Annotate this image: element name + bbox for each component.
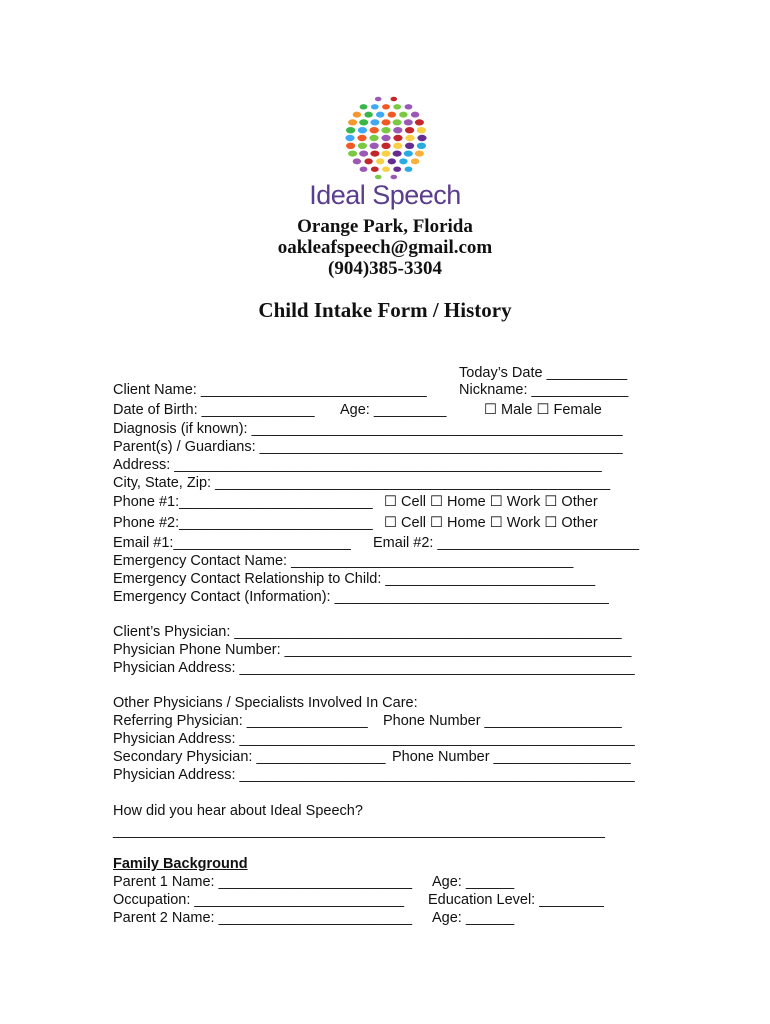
logo-bubble <box>415 119 424 125</box>
logo-bubble <box>370 151 379 157</box>
email2-field[interactable]: Email #2: _________________________ <box>373 535 640 551</box>
logo-bubble <box>364 158 372 164</box>
physician-phone-field[interactable]: Physician Phone Number: ___________________________________________ <box>113 642 632 658</box>
todays-date-field[interactable]: Today’s Date __________ <box>459 365 628 381</box>
physician-address-field[interactable]: Physician Address: _________________________________________________ <box>113 660 635 676</box>
logo-bubble <box>411 112 419 118</box>
logo-bubble <box>358 143 367 149</box>
parent2-age-field[interactable]: Age: ______ <box>432 910 515 926</box>
logo-bubble <box>381 143 390 149</box>
logo-bubble <box>364 112 372 118</box>
parent2-name-field[interactable]: Parent 2 Name: ________________________ <box>113 910 413 926</box>
logo-bubble <box>415 151 424 157</box>
logo-bubble <box>376 112 384 118</box>
logo-bubble <box>353 112 361 118</box>
education-level-field[interactable]: Education Level: ________ <box>428 892 604 908</box>
logo-bubble <box>370 143 379 149</box>
logo-bubble <box>359 151 368 157</box>
parent1-name-field[interactable]: Parent 1 Name: ________________________ <box>113 874 413 890</box>
logo-bubble <box>404 151 413 157</box>
brand-name: Ideal Speech <box>309 180 461 210</box>
parents-field[interactable]: Parent(s) / Guardians: _____________________________________________ <box>113 439 623 455</box>
logo-bubble <box>370 119 379 125</box>
address-field[interactable]: Address: _____________________________________________________ <box>113 457 602 473</box>
logo-bubble <box>393 127 402 133</box>
logo-bubble <box>391 175 398 180</box>
logo-bubble <box>371 167 379 172</box>
phone-text: (904)385-3304 <box>328 258 442 279</box>
secondary-physician-field[interactable]: Secondary Physician: ________________ <box>113 749 386 765</box>
location-text: Orange Park, Florida <box>297 216 473 237</box>
logo-bubble <box>405 127 414 133</box>
logo-bubble <box>417 135 426 141</box>
email-text: oakleafspeech@gmail.com <box>277 237 493 258</box>
age-field[interactable]: Age: _________ <box>340 402 447 418</box>
logo-bubble <box>382 104 390 109</box>
speech-bubbles-globe-icon <box>341 93 431 183</box>
other-physicians-label: Other Physicians / Specialists Involved In Care: <box>113 695 418 711</box>
family-background-heading: Family Background <box>113 856 248 872</box>
diagnosis-field[interactable]: Diagnosis (if known): ______________________________________________ <box>113 421 623 437</box>
phone1-field[interactable]: Phone #1:________________________ <box>113 494 373 510</box>
referring-physician-field[interactable]: Referring Physician: _______________ <box>113 713 368 729</box>
logo-bubble <box>405 135 414 141</box>
emergency-name-field[interactable]: Emergency Contact Name: ___________________________________ <box>113 553 574 569</box>
city-state-zip-field[interactable]: City, State, Zip: _________________________________________________ <box>113 475 611 491</box>
logo-bubble <box>360 104 368 109</box>
phone2-type-checkboxes[interactable]: ☐ Cell ☐ Home ☐ Work ☐ Other <box>384 515 598 531</box>
logo-bubble <box>353 158 361 164</box>
logo-bubble <box>405 143 414 149</box>
client-physician-field[interactable]: Client’s Physician: ________________________________________________ <box>113 624 622 640</box>
referring-phone-field[interactable]: Phone Number _________________ <box>383 713 622 729</box>
referring-address-field[interactable]: Physician Address: _________________________________________________ <box>113 731 635 747</box>
logo-bubble <box>357 135 366 141</box>
form-title: Child Intake Form / History <box>258 298 512 322</box>
gender-checkboxes[interactable]: ☐ Male ☐ Female <box>484 402 602 418</box>
logo-bubble <box>382 151 391 157</box>
logo-bubble <box>370 127 379 133</box>
logo-bubble <box>371 104 379 109</box>
phone1-type-checkboxes[interactable]: ☐ Cell ☐ Home ☐ Work ☐ Other <box>384 494 598 510</box>
emergency-relationship-field[interactable]: Emergency Contact Relationship to Child: __________________________ <box>113 571 596 587</box>
logo-bubble <box>393 151 402 157</box>
logo-bubble <box>382 119 391 125</box>
logo-bubble <box>381 135 390 141</box>
phone2-field[interactable]: Phone #2:________________________ <box>113 515 373 531</box>
logo-bubble <box>391 97 398 102</box>
logo-bubble <box>393 135 402 141</box>
logo-bubble <box>405 167 413 172</box>
hear-about-label: How did you hear about Ideal Speech? <box>113 803 363 819</box>
secondary-address-field[interactable]: Physician Address: _________________________________________________ <box>113 767 635 783</box>
logo-bubble <box>399 158 407 164</box>
date-of-birth-field[interactable]: Date of Birth: ______________ <box>113 402 315 418</box>
logo-bubble <box>348 119 357 125</box>
hear-about-field[interactable]: _____________________________________________________________ <box>113 823 605 839</box>
logo-bubble <box>417 127 426 133</box>
logo-bubble <box>417 143 426 149</box>
logo-bubble <box>375 175 382 180</box>
logo-bubble <box>393 104 401 109</box>
logo-bubble <box>411 158 419 164</box>
logo-bubble <box>375 97 382 102</box>
logo-bubble <box>348 151 357 157</box>
logo-bubble <box>393 167 401 172</box>
secondary-phone-field[interactable]: Phone Number _________________ <box>392 749 631 765</box>
logo-bubble <box>360 167 368 172</box>
logo-bubble <box>376 158 384 164</box>
logo-bubble <box>388 112 396 118</box>
nickname-field[interactable]: Nickname: ____________ <box>459 382 629 398</box>
logo-bubble <box>399 112 407 118</box>
logo-bubble <box>345 135 354 141</box>
logo-bubble <box>358 127 367 133</box>
logo-bubble <box>346 143 355 149</box>
logo-bubble <box>388 158 396 164</box>
logo-bubble <box>359 119 368 125</box>
emergency-info-field[interactable]: Emergency Contact (Information): __________________________________ <box>113 589 609 605</box>
logo-bubble <box>381 127 390 133</box>
logo-bubble <box>346 127 355 133</box>
logo-bubble <box>369 135 378 141</box>
client-name-field[interactable]: Client Name: ____________________________ <box>113 382 427 398</box>
logo-bubble <box>393 143 402 149</box>
logo-bubble <box>405 104 413 109</box>
logo-bubble <box>393 119 402 125</box>
logo-bubble <box>404 119 413 125</box>
occupation-field[interactable]: Occupation: __________________________ <box>113 892 405 908</box>
email1-field[interactable]: Email #1:______________________ <box>113 535 351 551</box>
parent1-age-field[interactable]: Age: ______ <box>432 874 515 890</box>
logo-bubble <box>382 167 390 172</box>
